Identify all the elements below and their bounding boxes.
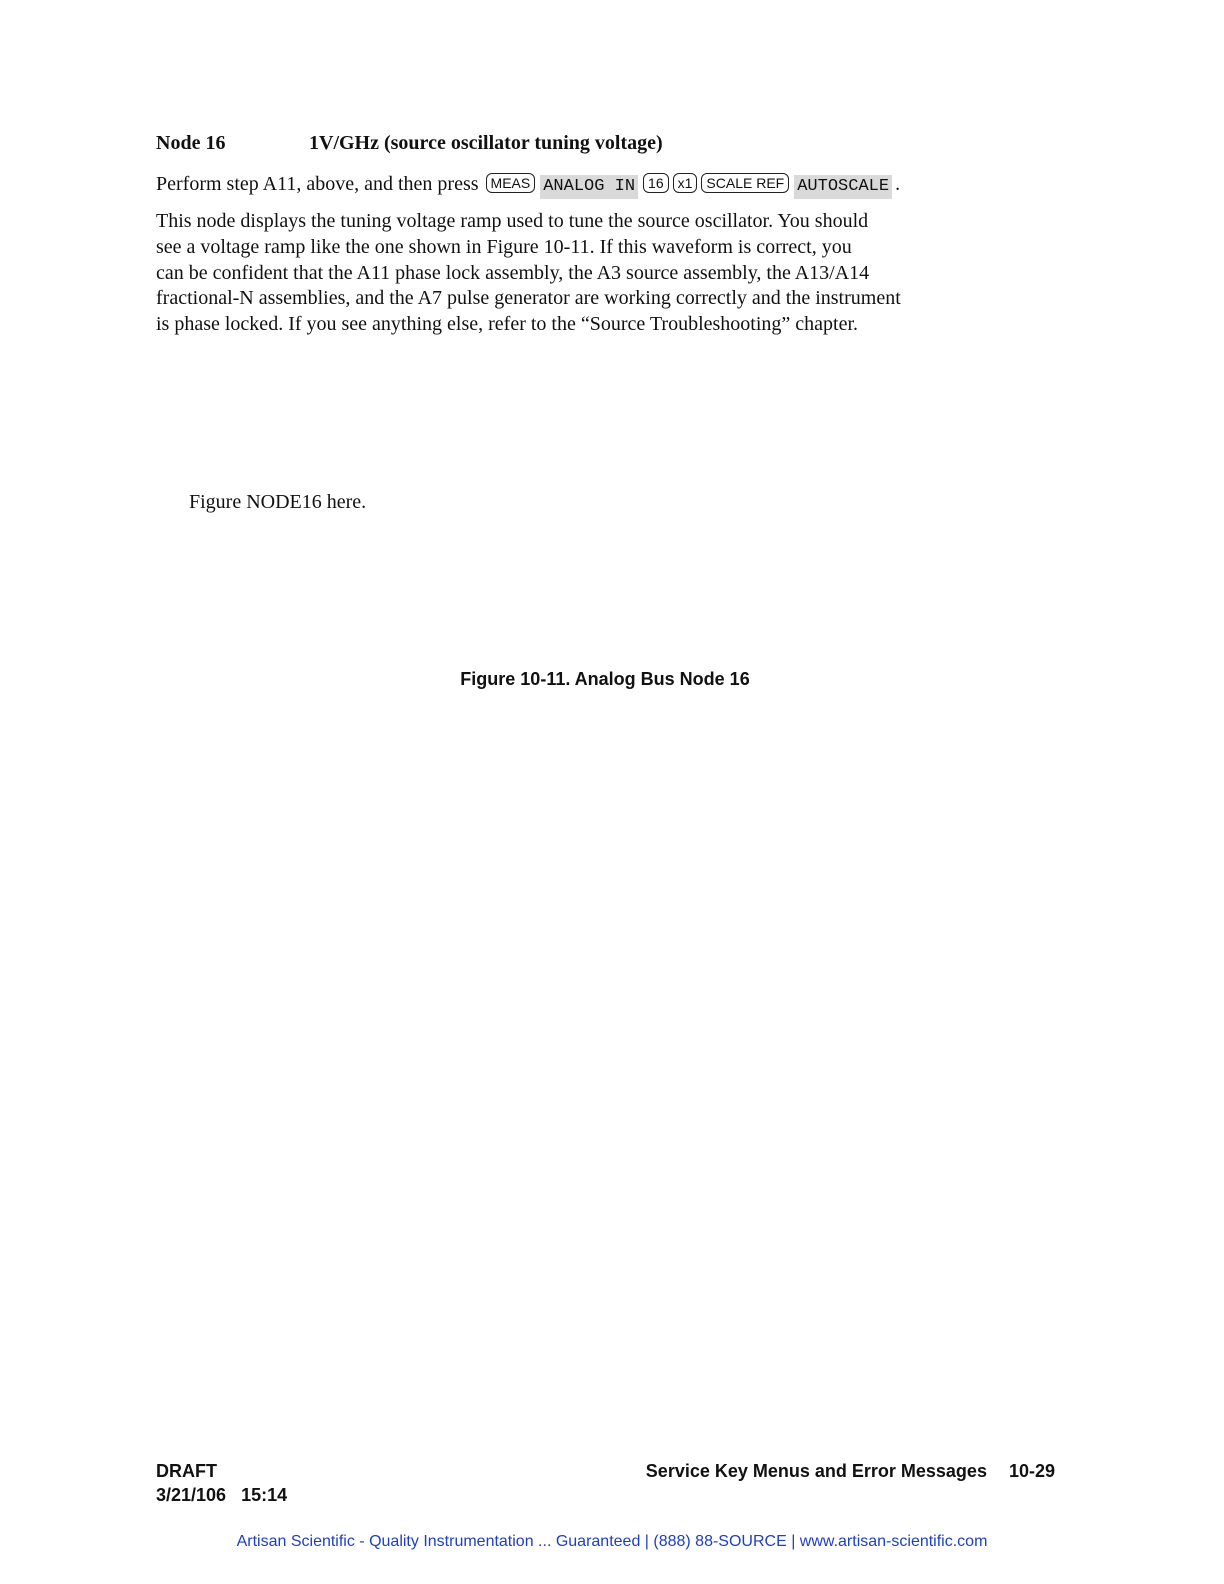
body-paragraph bbox=[156, 209, 1056, 338]
meas-hardkey: MEAS bbox=[486, 173, 536, 193]
body-line: is phase locked. If you see anything else, refer to the “Source Troubleshooting” chapter. bbox=[156, 313, 859, 336]
body-line: see a voltage ramp like the one shown in Figure 10-11. If this waveform is correct, you bbox=[156, 235, 852, 258]
instruction-suffix: . bbox=[895, 173, 901, 195]
draft-date: 3/21/106 15:14 bbox=[156, 1485, 288, 1505]
footer-draft-block bbox=[156, 1459, 287, 1507]
section-title: Service Key Menus and Error Messages bbox=[645, 1461, 987, 1481]
sixteen-hardkey: 16 bbox=[643, 173, 669, 193]
analog-in-softkey: ANALOG IN bbox=[540, 175, 638, 199]
body-line: This node displays the tuning voltage ramp used to tune the source oscillator. You should bbox=[156, 210, 869, 232]
section-heading bbox=[156, 131, 663, 155]
instruction-paragraph bbox=[156, 171, 900, 199]
figure-placeholder: Figure NODE16 here. bbox=[189, 491, 367, 513]
draft-label: DRAFT bbox=[156, 1461, 217, 1481]
figure-caption: Figure 10-11. Analog Bus Node 16 bbox=[460, 669, 750, 689]
instruction-prefix: Perform step A11, above, and then press bbox=[156, 173, 479, 195]
body-line: can be confident that the A11 phase lock assembly, the A3 source assembly, the A13/A14 bbox=[156, 261, 870, 284]
node-description: 1V/GHz (source oscillator tuning voltage) bbox=[309, 132, 663, 154]
x1-hardkey: x1 bbox=[673, 173, 698, 193]
node-label: Node 16 bbox=[156, 132, 226, 154]
footer-section-block bbox=[646, 1459, 1055, 1483]
autoscale-softkey: AUTOSCALE bbox=[794, 175, 892, 199]
page-number: 10-29 bbox=[1008, 1461, 1055, 1481]
scale-ref-hardkey: SCALE REF bbox=[701, 173, 789, 193]
body-line: fractional-N assemblies, and the A7 pulse generator are working correctly and the instrument bbox=[156, 287, 901, 310]
vendor-footer-link[interactable]: Artisan Scientific - Quality Instrumentation ... Guaranteed | (888) 88-SOURCE | www.artisan-scientific.com bbox=[236, 1533, 988, 1550]
